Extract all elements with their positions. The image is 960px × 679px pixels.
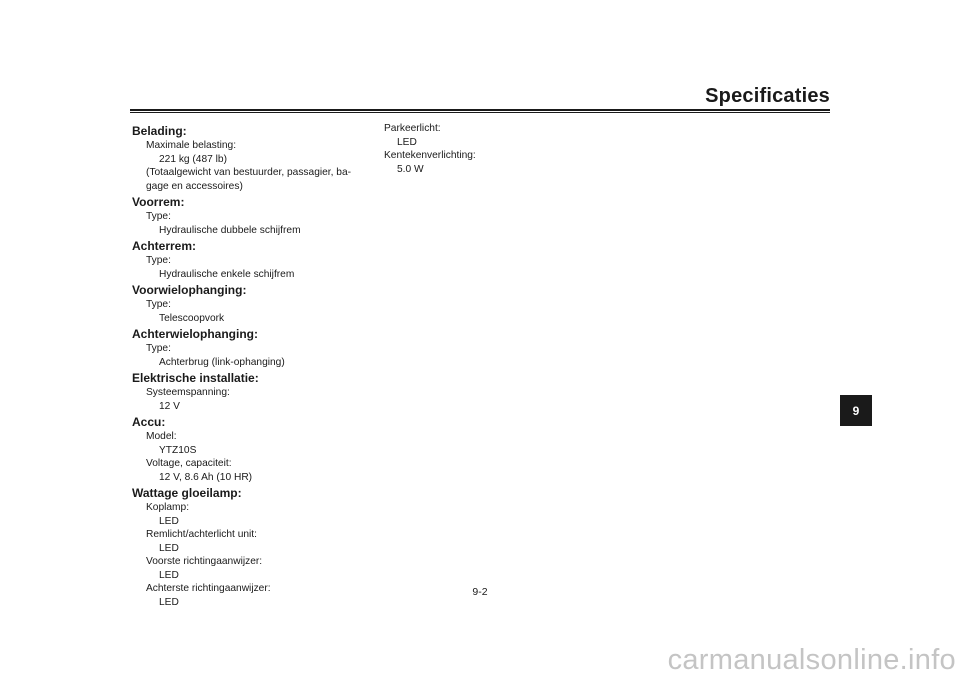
chapter-tab: 9: [840, 395, 872, 426]
label-parkeerlicht: Parkeerlicht:: [384, 123, 441, 134]
value-voorste-richtingaanwijzer: LED: [159, 569, 179, 581]
left-column: [132, 122, 362, 609]
label-maximale-belasting: Maximale belasting:: [146, 140, 237, 151]
label-remlicht: Remlicht/achterlicht unit:: [146, 529, 257, 540]
label-achterste-richtingaanwijzer: Achterste richtingaanwijzer:: [146, 583, 271, 594]
value-achterste-richtingaanwijzer: LED: [159, 596, 179, 608]
value-kentekenverlichting: 5.0 W: [397, 163, 424, 175]
label-kentekenverlichting: Kentekenverlichting:: [384, 150, 476, 161]
heading-voorrem: Voorrem:: [132, 195, 185, 209]
label-koplamp: Koplamp:: [146, 502, 190, 513]
heading-belading: Belading:: [132, 124, 187, 138]
heading-elektrische-installatie: Elektrische installatie:: [132, 371, 259, 385]
header-rule-thin: [130, 112, 830, 113]
value-accu-capaciteit: 12 V, 8.6 Ah (10 HR): [159, 471, 253, 483]
value-koplamp: LED: [159, 515, 179, 527]
label-accu-capaciteit: Voltage, capaciteit:: [146, 458, 232, 469]
value-maximale-belasting: 221 kg (487 lb): [159, 153, 227, 165]
right-column: [384, 122, 604, 176]
label-voorwielophanging-type: Type:: [146, 299, 171, 310]
label-accu-model: Model:: [146, 431, 177, 442]
watermark: carmanualsonline.info: [667, 644, 956, 676]
heading-achterrem: Achterrem:: [132, 239, 197, 253]
heading-wattage-gloeilamp: Wattage gloeilamp:: [132, 486, 242, 500]
page-title: Specificaties: [705, 85, 830, 107]
value-parkeerlicht: LED: [397, 136, 417, 148]
note-belading-line2: gage en accessoires): [146, 180, 243, 192]
label-voorrem-type: Type:: [146, 211, 171, 222]
label-achterwielophanging-type: Type:: [146, 343, 171, 354]
header-rule-thick: [130, 109, 830, 111]
label-voorste-richtingaanwijzer: Voorste richtingaanwijzer:: [146, 556, 263, 567]
value-systeemspanning: 12 V: [159, 400, 180, 412]
label-systeemspanning: Systeemspanning:: [146, 387, 230, 398]
heading-voorwielophanging: Voorwielophanging:: [132, 283, 247, 297]
label-achterrem-type: Type:: [146, 255, 171, 266]
value-achterwielophanging-type: Achterbrug (link-ophanging): [159, 356, 285, 368]
value-voorwielophanging-type: Telescoopvork: [159, 312, 225, 324]
page-number: 9-2: [472, 586, 488, 598]
note-belading-line1: (Totaalgewicht van bestuurder, passagier, ba-: [146, 167, 352, 178]
value-accu-model: YTZ10S: [159, 444, 197, 456]
heading-accu: Accu:: [132, 415, 166, 429]
heading-achterwielophanging: Achterwielophanging:: [132, 327, 258, 341]
value-achterrem-type: Hydraulische enkele schijfrem: [159, 268, 295, 280]
value-remlicht: LED: [159, 542, 179, 554]
value-voorrem-type: Hydraulische dubbele schijfrem: [159, 224, 301, 236]
